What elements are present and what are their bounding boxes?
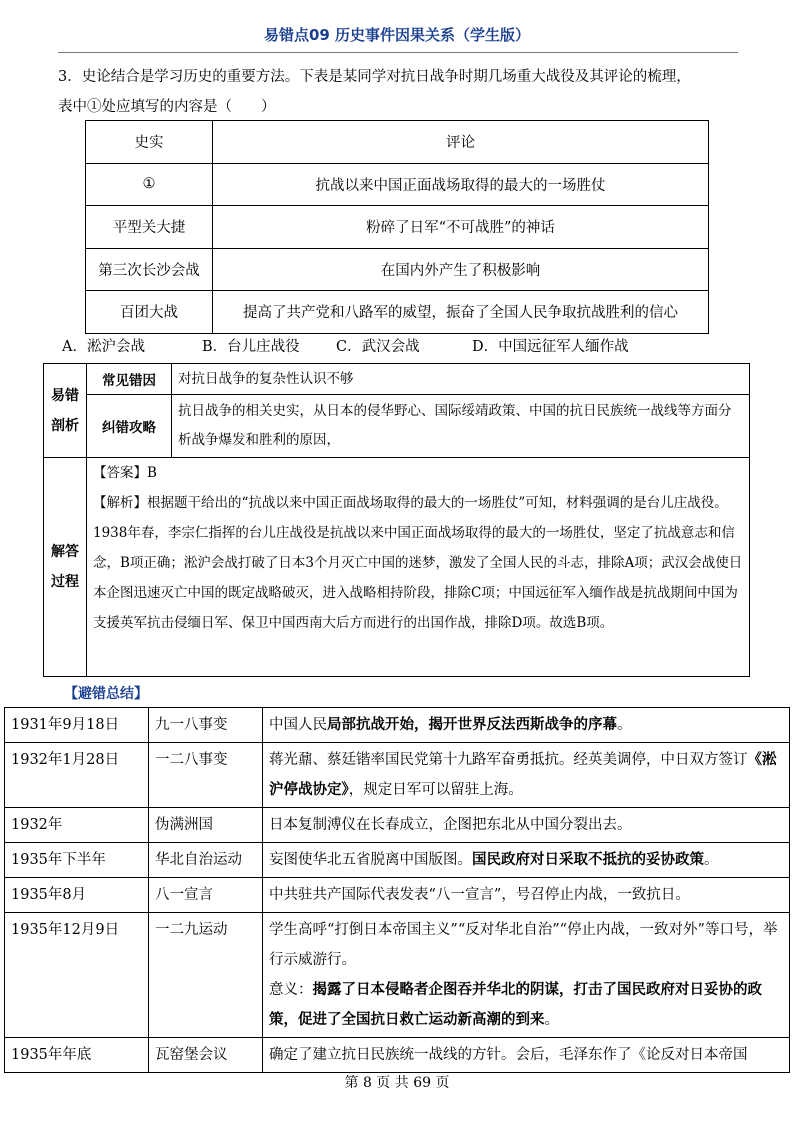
desc-tail: 。 (617, 717, 632, 733)
question-text (58, 62, 748, 122)
desc-cell (263, 808, 790, 843)
desc-cell (263, 913, 790, 1038)
date-cell: 1935年12月9日 (5, 913, 149, 1038)
header-title: 易错点09 历史事件因果关系（学生版） (263, 26, 531, 44)
option-a[interactable]: A．淞沪会战 (62, 339, 145, 355)
significance (269, 975, 783, 1035)
desc-text: 中共驻共产国际代表发表“八一宣言”，号召停止内战，一致抗日。 (269, 887, 690, 903)
answer-text: 【答案】B (93, 465, 157, 481)
significance-tail: 。 (544, 1012, 559, 1028)
desc-text: 学生高呼“打倒日本帝国主义”“反对华北自治”“停止内战，一致对外”等口号，举行示威游行。 (269, 922, 778, 968)
side-label-line: 解答 (51, 544, 79, 560)
date-cell: 1935年年底 (5, 1038, 149, 1073)
fact-cell: 平型关大捷 (86, 206, 213, 249)
table-header-row (86, 121, 709, 164)
comment-cell: 抗战以来中国正面战场取得的最大的一场胜仗 (213, 163, 709, 206)
event-cell: 九一八事变 (149, 708, 263, 743)
date-cell: 1935年下半年 (5, 843, 149, 878)
solution-row (44, 458, 750, 677)
desc-cell (263, 878, 790, 913)
answer-options (62, 336, 752, 358)
table-row (86, 163, 709, 206)
desc-cell (263, 708, 790, 743)
date-cell: 1932年1月28日 (5, 743, 149, 808)
table-row (86, 206, 709, 249)
desc-cell (263, 743, 790, 808)
desc-bold: 国民政府对日采取不抵抗的妥协政策 (472, 851, 704, 868)
event-cell: 一二八事变 (149, 743, 263, 808)
desc-bold: 局部抗战开始，揭开世界反法西斯战争的序幕 (327, 716, 617, 733)
event-cell: 伪满洲国 (149, 808, 263, 843)
event-cell: 八一宣言 (149, 878, 263, 913)
desc-tail: ，规定日军可以留驻上海。 (348, 782, 523, 798)
summary-title: 【避错总结】 (64, 686, 148, 702)
fact-cell: ① (86, 163, 213, 206)
table-row (5, 808, 790, 843)
desc-text: 日本复制溥仪在长春成立，企图把东北从中国分裂出去。 (269, 817, 632, 833)
fact-cell: 百团大战 (86, 291, 213, 334)
side-label-line: 易错 (51, 387, 79, 404)
question-line-1: 3．史论结合是学习历史的重要方法。下表是某同学对抗日战争时期几场重大战役及其评论的梳理， (58, 69, 691, 85)
event-cell: 华北自治运动 (149, 843, 263, 878)
desc-text: 确定了建立抗日民族统一战线的方针。会后，毛泽东作了《论反对日本帝国 (269, 1047, 748, 1063)
explanation-text: 【解析】根据题干给出的“抗战以来中国正面战场取得的最大的一场胜仗”可知，材料强调的是台儿庄战役。1938年春，李宗仁指挥的台儿庄战役是抗战以来中国正面战场取得的最大的一场胜仗，坚定了抗战意志和信念，B项正确；淞沪会战打破了日本3个月灭亡中国的迷梦，激发了全国人民的斗志，排除A项；武汉会战使日本企图迅速灭亡中国的既定战略破灭，进入战略相持阶段，排除C项；中国远征军入缅作战是抗战期间中国为支援英军抗击侵缅日军、保卫中国西南大后方而进行的出国作战，排除D项。故选B项。 (93, 495, 743, 631)
summary-table (4, 707, 790, 1073)
side-label-line: 过程 (51, 574, 79, 590)
table-row (5, 913, 790, 1038)
event-cell: 瓦窑堡会议 (149, 1038, 263, 1073)
desc-tail: 。 (704, 852, 719, 868)
desc-cell (263, 843, 790, 878)
strategy-text: 抗日战争的相关史实，从日本的侵华野心、国际绥靖政策、中国的抗日民族统一战线等方面分析战争爆发和胜利的原因， (172, 395, 750, 458)
table-row (86, 291, 709, 334)
table-row (5, 1038, 790, 1073)
date-cell: 1931年9月18日 (5, 708, 149, 743)
date-cell: 1932年 (5, 808, 149, 843)
comment-cell: 提高了共产党和八路军的威望，振奋了全国人民争取抗战胜利的信心 (213, 291, 709, 334)
common-error-row (44, 364, 750, 395)
significance-bold: 揭露了日本侵略者企图吞并华北的阴谋，打击了国民政府对日妥协的政策，促进了全国抗日救亡运动新高潮的到来 (269, 981, 762, 1028)
desc-bold: 《淞沪停战协定》 (269, 751, 777, 798)
table-row (86, 248, 709, 291)
error-analysis-side-label (44, 364, 87, 458)
page-footer: 第 8 页 共 69 页 (344, 1075, 450, 1091)
option-d[interactable]: D．中国远征军人缅作战 (472, 339, 629, 355)
table-row (5, 878, 790, 913)
common-error-label: 常见错因 (87, 364, 172, 395)
strategy-row (44, 395, 750, 458)
event-cell: 一二九运动 (149, 913, 263, 1038)
comment-cell: 粉碎了日军“不可战胜”的神话 (213, 206, 709, 249)
desc-text: 妄图使华北五省脱离中国版图。 (269, 852, 472, 868)
question-line-2: 表中①处应填写的内容是（ ） (58, 99, 276, 115)
table-row (5, 743, 790, 808)
common-error-text: 对抗日战争的复杂性认识不够 (172, 364, 750, 395)
desc-cell (263, 1038, 790, 1073)
solution-side-label (44, 458, 87, 677)
strategy-label: 纠错攻略 (87, 395, 172, 458)
option-b[interactable]: B．台儿庄战役 (202, 339, 300, 355)
desc-text: 蒋光鼐、蔡廷锴率国民党第十九路军奋勇抵抗。经英美调停，中日双方签订 (269, 752, 748, 768)
table-row (5, 708, 790, 743)
fact-comment-table (85, 120, 709, 334)
error-analysis-table (43, 363, 750, 677)
header-fact: 史实 (86, 121, 213, 164)
significance-label: 意义： (269, 982, 313, 998)
header-comment: 评论 (213, 121, 709, 164)
side-label-line: 剖析 (51, 417, 79, 434)
option-c[interactable]: C．武汉会战 (336, 339, 420, 355)
date-cell: 1935年8月 (5, 878, 149, 913)
table-row (5, 843, 790, 878)
header-divider (58, 52, 738, 53)
fact-cell: 第三次长沙会战 (86, 248, 213, 291)
comment-cell: 在国内外产生了积极影响 (213, 248, 709, 291)
solution-content (87, 458, 750, 677)
desc-text: 中国人民 (269, 717, 327, 733)
